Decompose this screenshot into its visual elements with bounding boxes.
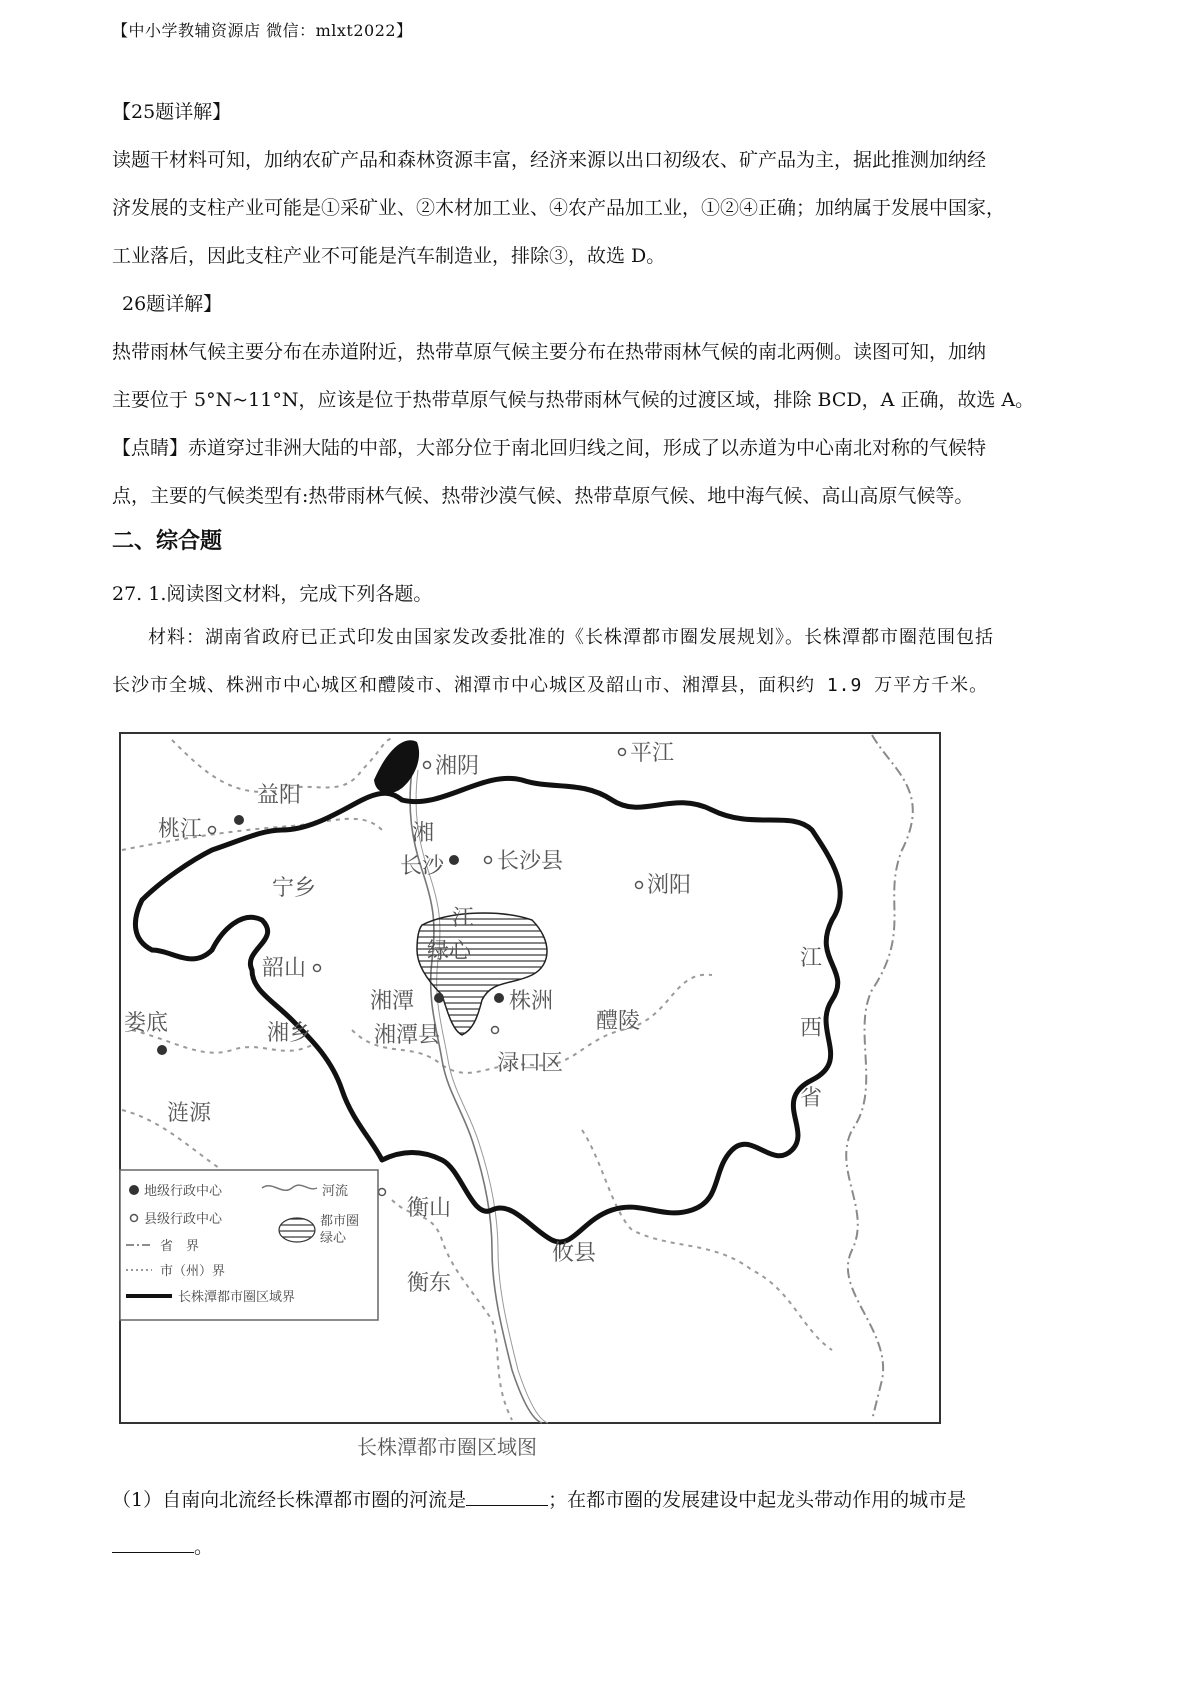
page-header: 【中小学教辅资源店 微信：mlxt2022】 bbox=[112, 21, 413, 40]
q26-line: 热带雨林气候主要分布在赤道附近，热带草原气候主要分布在热带雨林气候的南北两侧。读图可知，加纳 bbox=[112, 341, 987, 363]
legend-prefecture-symbol bbox=[129, 1185, 139, 1195]
place-label: 江 bbox=[452, 906, 475, 931]
q26-block bbox=[112, 280, 1102, 520]
place-label: 湘潭 bbox=[370, 989, 415, 1014]
place-label: 株洲 bbox=[509, 989, 554, 1014]
place-label: 湘潭县 bbox=[374, 1023, 441, 1048]
place-label: 衡东 bbox=[407, 1271, 452, 1296]
q26-title: 26题详解】 bbox=[122, 293, 223, 315]
place-label: 涟源 bbox=[167, 1101, 212, 1126]
county-marker bbox=[424, 762, 431, 769]
place-label: 韶山 bbox=[262, 956, 307, 981]
county-marker bbox=[314, 965, 321, 972]
place-label: 省 bbox=[800, 1086, 823, 1111]
place-label: 湘 bbox=[412, 821, 435, 846]
county-marker bbox=[619, 749, 626, 756]
county-marker bbox=[485, 857, 492, 864]
place-label: 衡山 bbox=[407, 1196, 452, 1221]
legend-label: 地级行政中心 bbox=[144, 1184, 223, 1199]
q26-line: 点，主要的气候类型有:热带雨林气候、热带沙漠气候、热带草原气候、地中海气候、高山高原气候等。 bbox=[112, 485, 974, 507]
place-label: 娄底 bbox=[124, 1011, 169, 1036]
q27-sub1-text: ；在都市圈的发展建设中起龙头带动作用的城市是 bbox=[548, 1489, 967, 1511]
q25-block bbox=[112, 88, 1102, 280]
place-label: 绿心 bbox=[427, 939, 472, 964]
map-caption: 长株潭都市圈区域图 bbox=[357, 1435, 537, 1459]
place-label: 湘乡 bbox=[267, 1021, 312, 1046]
place-label: 长沙县 bbox=[497, 849, 564, 874]
place-label: 浏阳 bbox=[647, 873, 692, 898]
prefecture-marker bbox=[494, 993, 504, 1003]
place-label: 湘阴 bbox=[435, 754, 480, 779]
place-label: 桃江 bbox=[158, 817, 203, 842]
q27-sub1-text: 。 bbox=[194, 1536, 214, 1558]
map-figure bbox=[112, 730, 950, 1470]
county-marker bbox=[379, 1189, 386, 1196]
changzhutan-map bbox=[112, 730, 950, 1470]
county-marker bbox=[209, 827, 216, 834]
q27-material bbox=[112, 614, 1102, 710]
material-line: 长沙市全城、株洲市中心城区和醴陵市、湘潭市中心城区及韶山市、湘潭县，面积约 1.9 万平方千米。 bbox=[112, 675, 989, 696]
q26-line: 主要位于 5°N~11°N，应该是位于热带草原气候与热带雨林气候的过渡区域，排除 BCD，A 正确，故选 A。 bbox=[112, 389, 1035, 411]
place-label: 宁乡 bbox=[272, 876, 317, 901]
answer-blank-city[interactable] bbox=[112, 1534, 194, 1553]
place-label: 益阳 bbox=[257, 783, 302, 808]
q25-line: 工业落后，因此支柱产业不可能是汽车制造业，排除③，故选 D。 bbox=[112, 245, 666, 267]
q25-line: 济发展的支柱产业可能是①采矿业、②木材加工业、④农产品加工业，①②④正确；加纳属于发展中国家， bbox=[112, 197, 1006, 219]
prefecture-marker bbox=[157, 1045, 167, 1055]
section-heading: 二、综合题 bbox=[112, 529, 223, 554]
place-label: 攸县 bbox=[552, 1241, 597, 1266]
legend-label: 河流 bbox=[322, 1184, 349, 1199]
material-line: 材料：湖南省政府已正式印发由国家发改委批准的《长株潭都市圈发展规划》。长株潭都市圈范围包括 bbox=[148, 627, 994, 648]
county-marker bbox=[636, 882, 643, 889]
place-label: 西 bbox=[800, 1016, 823, 1041]
q27-sub1 bbox=[112, 1478, 1102, 1522]
legend-green-heart-symbol bbox=[279, 1218, 315, 1242]
place-label: 江 bbox=[800, 946, 823, 971]
prefecture-marker bbox=[434, 993, 444, 1003]
prefecture-marker bbox=[234, 815, 244, 825]
legend-label: 长株潭都市圈区域界 bbox=[178, 1290, 296, 1305]
legend-label: 绿心 bbox=[320, 1231, 347, 1246]
map-legend bbox=[120, 1170, 378, 1320]
legend-county-symbol bbox=[131, 1215, 138, 1222]
place-label: 长沙 bbox=[400, 854, 445, 879]
q27-sub1-cont bbox=[112, 1525, 1102, 1569]
place-label: 渌口区 bbox=[497, 1051, 564, 1076]
q27-intro: 27. 1.阅读图文材料，完成下列各题。 bbox=[112, 583, 433, 605]
county-marker bbox=[492, 1027, 499, 1034]
q25-title: 【25题详解】 bbox=[112, 101, 232, 123]
q25-line: 读题干材料可知，加纳农矿产品和森林资源丰富，经济来源以出口初级农、矿产品为主，据此推测加纳经 bbox=[112, 149, 987, 171]
q26-line: 【点睛】赤道穿过非洲大陆的中部，大部分位于南北回归线之间，形成了以赤道为中心南北对称的气候特 bbox=[112, 437, 987, 459]
legend-label: 都市圈 bbox=[320, 1214, 360, 1229]
prefecture-marker bbox=[449, 855, 459, 865]
legend-label: 县级行政中心 bbox=[144, 1212, 223, 1227]
place-label: 醴陵 bbox=[596, 1009, 641, 1034]
answer-blank-river[interactable] bbox=[466, 1487, 548, 1506]
legend-label: 市（州）界 bbox=[160, 1264, 226, 1279]
place-label: 平江 bbox=[630, 741, 675, 766]
q27-sub1-text: （1）自南向北流经长株潭都市圈的河流是 bbox=[112, 1489, 467, 1511]
legend-label: 省 界 bbox=[160, 1239, 200, 1254]
